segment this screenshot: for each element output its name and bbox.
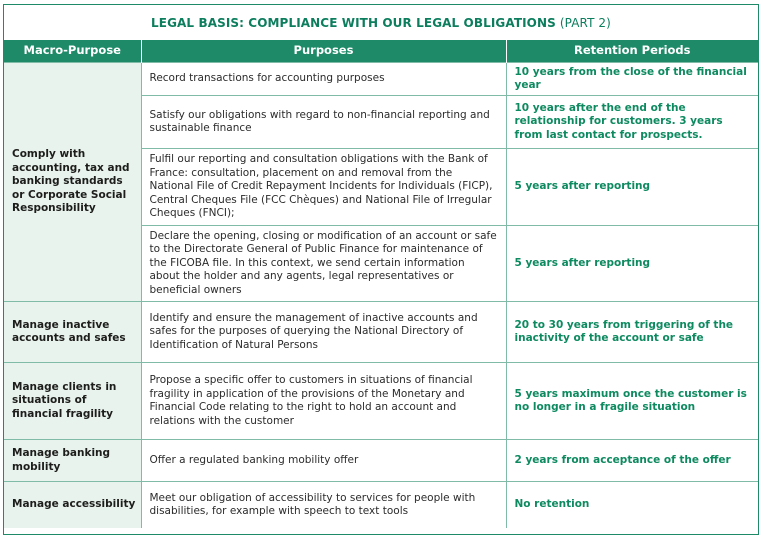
header-purposes: Purposes [141, 40, 506, 63]
purpose-cell: Offer a regulated banking mobility offer [141, 440, 506, 482]
title-suffix: (PART 2) [559, 15, 611, 30]
macro-purpose-cell: Manage clients in situations of financial fragility [4, 363, 141, 440]
purpose-cell: Satisfy our obligations with regard to non-financial reporting and sustainable finance [141, 96, 506, 149]
header-row [4, 40, 758, 63]
table-row [4, 302, 758, 363]
macro-purpose-cell: Comply with accounting, tax and banking standards or Corporate Social Responsibility [4, 63, 141, 302]
macro-purpose-cell: Manage inactive accounts and safes [4, 302, 141, 363]
macro-purpose-cell: Manage banking mobility [4, 440, 141, 482]
retention-cell: 20 to 30 years from triggering of the inactivity of the account or safe [506, 302, 758, 363]
table-row [4, 440, 758, 482]
retention-table [4, 40, 758, 528]
purpose-cell: Propose a specific offer to customers in situations of financial fragility in application of the provisions of the Monetary and Financial Code relating to the right to hold an account and relations with the customer [141, 363, 506, 440]
purpose-cell: Declare the opening, closing or modification of an account or safe to the Directorate General of Public Finance for maintenance of the FICOBA file. In this context, we send certain information about the holder and any agents, legal representatives or beneficial owners [141, 226, 506, 302]
purpose-cell: Identify and ensure the management of inactive accounts and safes for the purposes of querying the National Directory of Identification of Natural Persons [141, 302, 506, 363]
table-title [4, 5, 758, 40]
purpose-cell: Fulfil our reporting and consultation obligations with the Bank of France: consultation, placement on and removal from the National File of Credit Repayment Incidents for Individuals (FICP), Central Cheques File (FCC Chèques) and National File of Irregular Cheques (FNCI); [141, 149, 506, 226]
header-macro-purpose: Macro-Purpose [4, 40, 141, 63]
table-row [4, 482, 758, 529]
macro-purpose-cell: Manage accessibility [4, 482, 141, 529]
retention-cell: 10 years from the close of the financial year [506, 63, 758, 96]
purpose-cell: Meet our obligation of accessibility to services for people with disabilities, for example with speech to text tools [141, 482, 506, 529]
retention-cell: 5 years after reporting [506, 226, 758, 302]
purpose-cell: Record transactions for accounting purposes [141, 63, 506, 96]
retention-cell: 10 years after the end of the relationship for customers. 3 years from last contact for prospects. [506, 96, 758, 149]
retention-cell: 5 years after reporting [506, 149, 758, 226]
table-row [4, 63, 758, 96]
retention-cell: No retention [506, 482, 758, 529]
retention-cell: 5 years maximum once the customer is no longer in a fragile situation [506, 363, 758, 440]
legal-obligations-panel [3, 4, 759, 535]
retention-cell: 2 years from acceptance of the offer [506, 440, 758, 482]
table-row [4, 363, 758, 440]
header-retention-periods: Retention Periods [506, 40, 758, 63]
title-main: LEGAL BASIS: COMPLIANCE WITH OUR LEGAL OBLIGATIONS [151, 15, 556, 30]
